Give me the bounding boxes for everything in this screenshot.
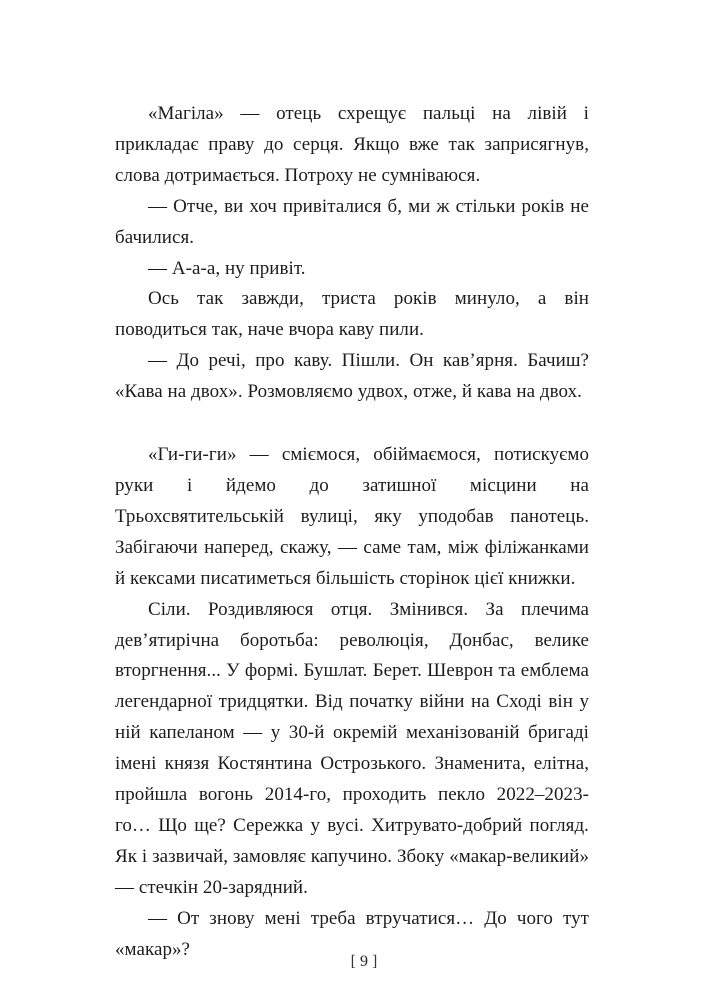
page-number-bracket-left: [ <box>350 953 360 970</box>
text-section-2 <box>115 440 589 965</box>
paragraph: «Ги-ги-ги» — сміємося, обіймаємося, потискуємо руки і йдемо до затишної місцини на Трьохсвятительській вулиці, яку уподобав панотець. Забігаючи наперед, скажу, — саме там, між філіжанками й кексами писатиметься більшість сторінок цієї книжки. <box>115 444 589 589</box>
paragraph: Ось так завжди, триста років минуло, а він поводиться так, наче вчора каву пили. <box>115 288 589 341</box>
paragraph: Сіли. Роздивляюся отця. Змінився. За плечима дев’ятирічна боротьба: революція, Донбас, велике вторгнення... У формі. Бушлат. Берет. Шеврон та емблема легендарної тридцятки. Від початку війни на Сході він у ній капеланом — у 30-й окремій механізованій бригаді імені князя Костянтина Острозького. Знаменита, елітна, пройшла вогонь 2014-го, проходить пекло 2022–2023-го… Що ще? Сережка у вусі. Хитрувато-добрий погляд. Як і зазвичай, замовляє капучино. Збоку «макар-великий» — стечкін 20-зарядний. <box>115 598 589 898</box>
paragraph: — А-а-а, ну привіт. <box>148 257 306 279</box>
page-number-bracket-right: ] <box>368 953 378 970</box>
page-number <box>0 953 728 971</box>
paragraph: — От знову мені треба втручатися… До чого тут «макар»? <box>115 907 589 960</box>
paragraph: — До речі, про каву. Пішли. Он кав’ярня. Бачиш? «Кава на двох». Розмовляємо удвох, отже, й кава на двох. <box>115 350 589 403</box>
paragraph: — Отче, ви хоч привіталися б, ми ж стільки років не бачилися. <box>115 195 589 248</box>
paragraph: «Магіла» — отець схрещує пальці на лівій і прикладає праву до серця. Якщо вже так заприсягнув, слова дотримається. Потроху не сумніваюся. <box>115 103 589 186</box>
page-number-value: 9 <box>360 953 368 970</box>
page-body <box>115 99 589 965</box>
section-break <box>115 408 589 440</box>
text-section-1 <box>115 99 589 408</box>
